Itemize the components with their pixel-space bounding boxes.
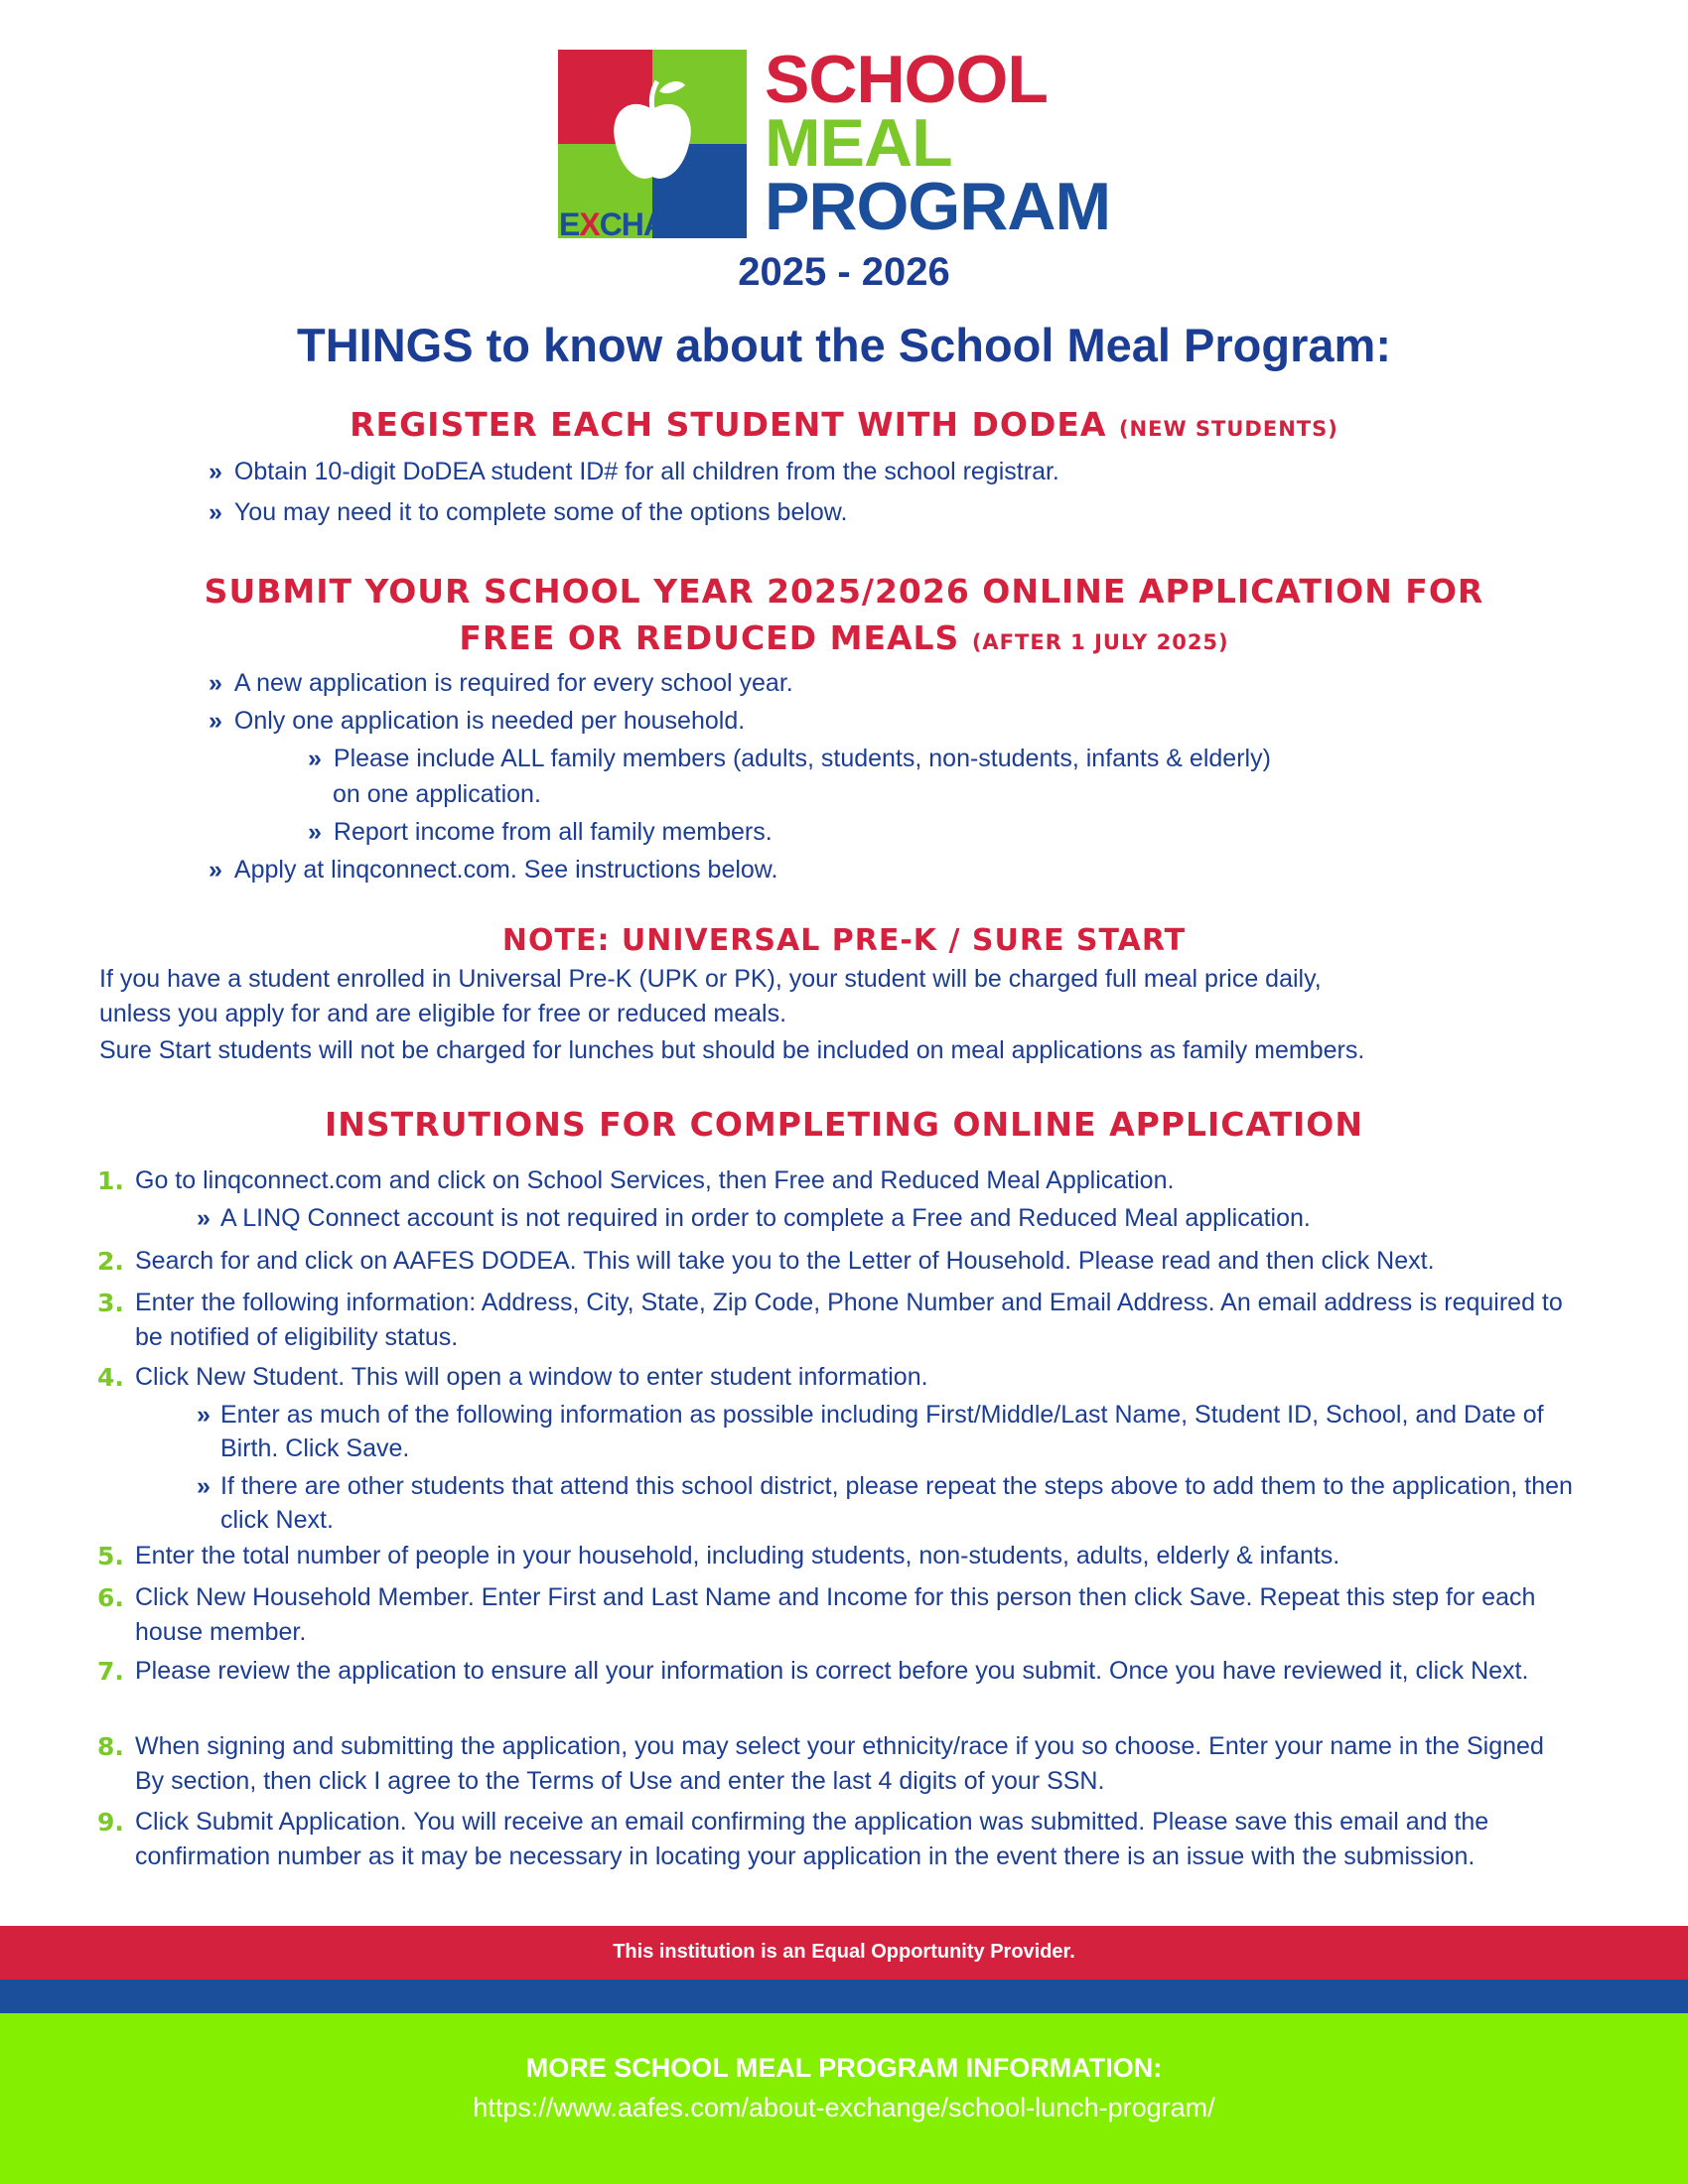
note-heading: NOTE: UNIVERSAL PRE-K / SURE START: [501, 923, 1187, 958]
note-line-3: Sure Start students will not be charged for lunches but should be included on meal applications as family members.: [99, 1036, 1365, 1064]
logo-line-school: SCHOOL: [765, 42, 1048, 117]
step-1: 1. Go to linqconnect.com and click on School Services, then Free and Reduced Meal Application.: [97, 1166, 1175, 1195]
submit-apply-item: » Apply at linqconnect.com. See instructions below.: [209, 852, 777, 887]
submit-item-1: » A new application is required for every school year.: [209, 665, 793, 701]
register-item-1: » Obtain 10-digit DoDEA student ID# for all children from the school registrar.: [209, 454, 1059, 489]
program-year: 2025 - 2026: [738, 250, 950, 294]
step-4-note-a: » Enter as much of the following information as possible including First/Middle/Last Name, Student ID, School, and Date of Birth. Click Save.: [197, 1401, 1544, 1462]
step-6: 6. Click New Household Member. Enter First and Last Name and Income for this person then click Save. Repeat this step for each house member.: [97, 1583, 1536, 1646]
submit-heading-line1: SUBMIT YOUR SCHOOL YEAR 2025/2026 ONLINE APPLICATION FOR: [204, 572, 1484, 611]
equal-opportunity-statement: This institution is an Equal Opportunity Provider.: [613, 1941, 1075, 1963]
more-info-title: MORE SCHOOL MEAL PROGRAM INFORMATION:: [525, 2053, 1163, 2083]
more-info-link[interactable]: https://www.aafes.com/about-exchange/school-lunch-program/: [473, 2093, 1215, 2122]
page-title: THINGS to know about the School Meal Program:: [297, 319, 1391, 371]
submit-heading-line2: FREE OR REDUCED MEALS (AFTER 1 JULY 2025): [459, 618, 1229, 657]
logo-line-meal: MEAL: [765, 105, 952, 181]
step-4-note-b: » If there are other students that attend this school district, please repeat the steps above to add them to the application, then click Next.: [197, 1472, 1573, 1534]
submit-item-2: » Only one application is needed per household.: [209, 703, 745, 739]
step-1-note: » A LINQ Connect account is not required in order to complete a Free and Reduced Meal application.: [197, 1204, 1311, 1232]
register-item-2: » You may need it to complete some of the options below.: [209, 494, 847, 530]
note-line-2: unless you apply for and are eligible for free or reduced meals.: [99, 1000, 787, 1027]
note-line-1: If you have a student enrolled in Universal Pre-K (UPK or PK), your student will be charged full meal price daily,: [99, 965, 1322, 993]
submit-subitem-1: » Please include ALL family members (adults, students, non-students, infants & elderly): [308, 741, 1271, 776]
step-9: 9. Click Submit Application. You will receive an email confirming the application was submitted. Please save this email and the confirmation number as it may be necessary in locating your application in the event there is an issue with the submission.: [97, 1808, 1489, 1870]
step-4: 4. Click New Student. This will open a window to enter student information.: [97, 1363, 928, 1392]
instructions-heading: INSTRUTIONS FOR COMPLETING ONLINE APPLICATION: [325, 1105, 1363, 1144]
step-8: 8. When signing and submitting the application, you may select your ethnicity/race if you so choose. Enter your name in the Signed By section, then click I agree to the Terms of Use and enter the last 4 digits of your SSN.: [97, 1732, 1544, 1795]
step-7: 7. Please review the application to ensure all your information is correct before you submit. Once you have reviewed it, click Next.: [97, 1657, 1529, 1686]
step-3: 3. Enter the following information: Address, City, State, Zip Code, Phone Number and Email Address. An email address is required to be notified of eligibility status.: [97, 1289, 1563, 1351]
program-logo-title: [765, 42, 1111, 244]
step-2: 2. Search for and click on AAFES DODEA. This will take you to the Letter of Household. Please read and then click Next.: [97, 1247, 1435, 1276]
register-heading: REGISTER EACH STUDENT WITH DODEA (NEW STUDENTS): [350, 405, 1338, 444]
step-5: 5. Enter the total number of people in your household, including students, non-students, adults, elderly & infants.: [97, 1542, 1340, 1570]
submit-subitem-1-cont: on one application.: [333, 780, 541, 808]
footer-blue-band: [0, 1979, 1688, 2013]
submit-subitem-2: » Report income from all family members.: [308, 814, 773, 850]
logo-line-program: PROGRAM: [765, 169, 1111, 244]
exchange-wordmark: EXCHANGE: [559, 206, 732, 242]
